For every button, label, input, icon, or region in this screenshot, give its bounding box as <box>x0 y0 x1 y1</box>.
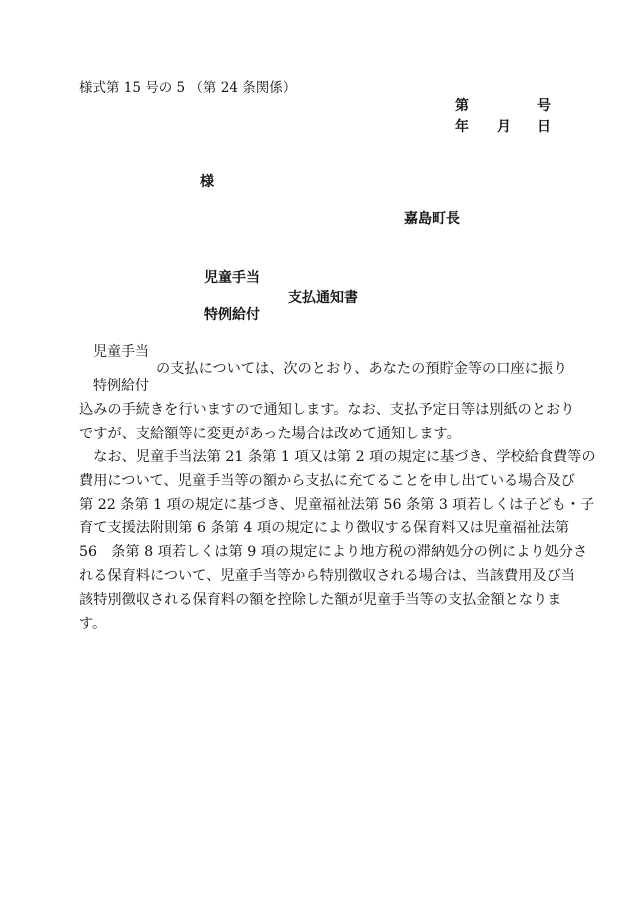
note-line: 56 条第 8 項若しくは第 9 項の規定により地方税の滞納処分の例により処分さ <box>79 544 588 561</box>
form-number: 様式第 15 号の 5 （第 24 条関係） <box>79 80 297 96</box>
date-day: 日 <box>537 119 551 135</box>
title-option-special-benefit: 特例給付 <box>204 307 260 323</box>
sender-title: 嘉島町長 <box>404 211 460 227</box>
addressee-honorific: 様 <box>200 174 214 190</box>
intro-option-special-benefit: 特例給付 <box>93 378 149 394</box>
note-paragraph <box>79 446 596 636</box>
intro-option-child-allowance: 児童手当 <box>93 344 149 360</box>
note-line: す。 <box>79 615 107 632</box>
document-title: 支払通知書 <box>288 290 358 306</box>
date-month: 月 <box>497 119 511 135</box>
note-line: 費用について、児童手当等の額から支払に充てることを申し出ている場合及び <box>79 472 575 489</box>
intro-line-1: の支払については、次のとおり、あなたの預貯金等の口座に振り <box>156 361 568 377</box>
intro-line-3: ですが、支給額等に変更があった場合は改めて通知します。 <box>79 426 461 442</box>
note-line: れる保育料について、児童手当等から特別徴収される場合は、当該費用及び当 <box>79 567 575 584</box>
note-line: 第 22 条第 1 項の規定に基づき、児童福祉法第 56 条第 3 項若しくは子ども・子 <box>79 496 595 513</box>
date-year: 年 <box>455 119 469 135</box>
note-line: 該特別徴収される保育料の額を控除した額が児童手当等の支払金額となりま <box>79 591 562 608</box>
doc-number-suffix: 号 <box>537 98 551 114</box>
note-line: 育て支援法附則第 6 条第 4 項の規定により徴収する保育料又は児童福祉法第 <box>79 520 570 537</box>
title-option-child-allowance: 児童手当 <box>204 270 260 286</box>
note-line: なお、児童手当法第 21 条第 1 項又は第 2 項の規定に基づき、学校給食費等の <box>79 449 596 465</box>
doc-number-prefix: 第 <box>455 98 469 114</box>
intro-line-2: 込みの手続きを行いますので通知します。なお、支払予定日等は別紙のとおり <box>79 402 575 418</box>
